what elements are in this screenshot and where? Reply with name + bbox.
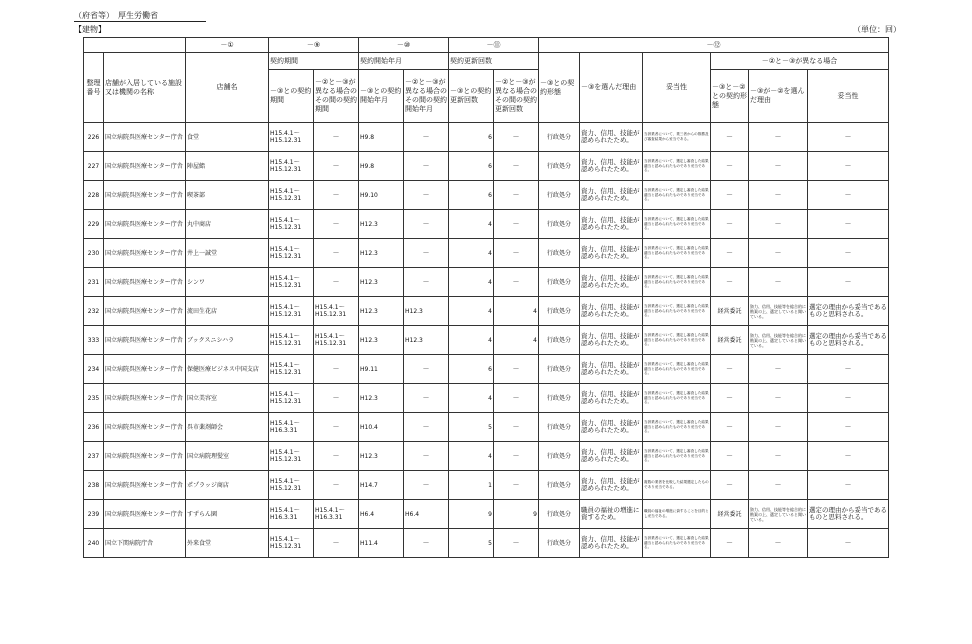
renewal-count-2: 4 xyxy=(494,326,539,355)
col-contract-form: －③との契約形態 xyxy=(539,53,580,123)
contract-term-2: H15.4.1～H15.12.31 xyxy=(314,297,359,326)
category-label: 【建物】 xyxy=(74,25,106,34)
validity-note: 当該業者について、選定し審査した結果適当と認められたものであり妥当である。 xyxy=(643,152,711,181)
row-number: 230 xyxy=(84,239,104,268)
contract-form: 行政処分 xyxy=(539,413,580,442)
start-month-2: H6.4 xyxy=(404,500,449,529)
contract-form: 行政処分 xyxy=(539,442,580,471)
store-name: 陣屋鮨 xyxy=(186,152,269,181)
start-month-2: － xyxy=(404,471,449,500)
col-start-a: －③との契約開始年月 xyxy=(359,70,404,123)
selection-reason-2: － xyxy=(749,123,808,152)
renewal-count-2: － xyxy=(494,152,539,181)
contract-term: H15.4.1～H15.12.31 xyxy=(269,355,314,384)
col-renew-a: －③との契約更新回数 xyxy=(449,70,494,123)
contract-form-2: 経営委託 xyxy=(711,297,749,326)
start-month: H9.8 xyxy=(359,123,404,152)
store-name: ポプラッジ商店 xyxy=(186,471,269,500)
selection-reason-2: － xyxy=(749,268,808,297)
table-row xyxy=(84,152,889,181)
col-group-10: －⑩ xyxy=(359,38,449,53)
selection-reason: 資力、信用、技能が認められたため。 xyxy=(580,355,643,384)
contract-term: H15.4.1～H15.12.31 xyxy=(269,442,314,471)
contract-term-2: － xyxy=(314,442,359,471)
contract-term-2: H15.4.1～H15.12.31 xyxy=(314,326,359,355)
selection-reason-2: － xyxy=(749,413,808,442)
store-name: 丸中商店 xyxy=(186,210,269,239)
renewal-count: 5 xyxy=(449,413,494,442)
contract-term: H15.4.1～H15.12.31 xyxy=(269,123,314,152)
start-month: H12.3 xyxy=(359,384,404,413)
start-month: H12.3 xyxy=(359,326,404,355)
renewal-count: 4 xyxy=(449,268,494,297)
validity-note-2: － xyxy=(808,123,889,152)
renewal-count-2: － xyxy=(494,239,539,268)
contract-form-2: － xyxy=(711,413,749,442)
selection-reason-2: 資力、信用、技能等を総合的に勘案の上、選定していると聞いている。 xyxy=(749,297,808,326)
validity-note-2: － xyxy=(808,355,889,384)
contract-form: 行政処分 xyxy=(539,239,580,268)
selection-reason: 資力、信用、技能が認められたため。 xyxy=(580,181,643,210)
col-term-b: －②と－③が異なる場合のその間の契約期間 xyxy=(314,70,359,123)
table-row xyxy=(84,210,889,239)
facility-name: 国立病院呉医療センター庁舎 xyxy=(104,326,186,355)
table-row xyxy=(84,413,889,442)
contract-form: 行政処分 xyxy=(539,326,580,355)
renewal-count-2: 9 xyxy=(494,500,539,529)
validity-note: 当該業者について、選定し審査した結果適当と認められたものであり妥当である。 xyxy=(643,326,711,355)
col-start-b: －②と－③が異なる場合のその間の契約開始年月 xyxy=(404,70,449,123)
facility-name: 国立病院呉医療センター庁舎 xyxy=(104,123,186,152)
store-name: 呉市薬剤師会 xyxy=(186,413,269,442)
selection-reason-2: － xyxy=(749,152,808,181)
validity-note: 当該業者について、選定し審査した結果適当と認められたものであり妥当である。 xyxy=(643,442,711,471)
renewal-count: 4 xyxy=(449,210,494,239)
selection-reason: 資力、信用、技能が認められたため。 xyxy=(580,471,643,500)
selection-reason: 資力、信用、技能が認められたため。 xyxy=(580,210,643,239)
facility-name: 国立病院呉医療センター庁舎 xyxy=(104,384,186,413)
row-number: 226 xyxy=(84,123,104,152)
renewal-count-2: － xyxy=(494,355,539,384)
selection-reason: 資力、信用、技能が認められたため。 xyxy=(580,413,643,442)
contract-term-2: － xyxy=(314,123,359,152)
col-validity: 妥当性 xyxy=(643,53,711,123)
contract-term: H15.4.1～H15.12.31 xyxy=(269,471,314,500)
contract-form: 行政処分 xyxy=(539,471,580,500)
start-month-2: H12.3 xyxy=(404,326,449,355)
contract-form: 行政処分 xyxy=(539,210,580,239)
contract-term: H15.4.1～H15.12.31 xyxy=(269,326,314,355)
start-month: H6.4 xyxy=(359,500,404,529)
contract-term: H15.4.1～H15.12.31 xyxy=(269,384,314,413)
facility-name: 国立病院呉医療センター庁舎 xyxy=(104,413,186,442)
contract-term: H15.4.1～H15.12.31 xyxy=(269,297,314,326)
table-row xyxy=(84,471,889,500)
selection-reason: 資力、信用、技能が認められたため。 xyxy=(580,239,643,268)
contract-form: 行政処分 xyxy=(539,500,580,529)
facility-name: 国立病院呉医療センター庁舎 xyxy=(104,500,186,529)
facility-name: 国立病院呉医療センター庁舎 xyxy=(104,471,186,500)
selection-reason-2: － xyxy=(749,384,808,413)
store-name: 保健医療ビジネス中国支店 xyxy=(186,355,269,384)
renewal-count: 9 xyxy=(449,500,494,529)
facility-name: 国立病院呉医療センター庁舎 xyxy=(104,239,186,268)
renewal-count: 1 xyxy=(449,471,494,500)
renewal-count: 6 xyxy=(449,152,494,181)
selection-reason: 資力、信用、技能が認められたため。 xyxy=(580,123,643,152)
validity-note: 職員の福祉の増進に資することを目的とし妥当である。 xyxy=(643,500,711,529)
table-row xyxy=(84,239,889,268)
table-body xyxy=(84,123,889,558)
validity-note-2: － xyxy=(808,471,889,500)
store-name: 井上一誠堂 xyxy=(186,239,269,268)
contract-form-2: － xyxy=(711,529,749,558)
validity-note: 当該業者について、選定し審査した結果適当と認められたものであり妥当である。 xyxy=(643,297,711,326)
renewal-count: 6 xyxy=(449,355,494,384)
selection-reason-2: 資力、信用、技能等を総合的に勘案の上、選定していると聞いている。 xyxy=(749,500,808,529)
validity-note: 当該業者について、選定し審査した結果適当と認められたものであり妥当である。 xyxy=(643,413,711,442)
start-month: H12.3 xyxy=(359,239,404,268)
table-row xyxy=(84,297,889,326)
col-group-12: －⑫ xyxy=(539,38,889,53)
contract-form: 行政処分 xyxy=(539,123,580,152)
contract-form: 行政処分 xyxy=(539,181,580,210)
contract-term-2: H15.4.1～H16.3.31 xyxy=(314,500,359,529)
store-name: シンワ xyxy=(186,268,269,297)
renewal-count-2: － xyxy=(494,413,539,442)
renewal-count: 4 xyxy=(449,442,494,471)
contract-term-2: － xyxy=(314,181,359,210)
facility-name: 国立病院呉医療センター庁舎 xyxy=(104,442,186,471)
contract-term-2: － xyxy=(314,529,359,558)
row-number: 227 xyxy=(84,152,104,181)
renewal-count-2: － xyxy=(494,529,539,558)
renewal-count-2: － xyxy=(494,210,539,239)
table-row xyxy=(84,355,889,384)
start-month-2: － xyxy=(404,239,449,268)
validity-note: 複数の業者を比較した結果選定したものであり妥当である。 xyxy=(643,471,711,500)
row-number: 333 xyxy=(84,326,104,355)
col-group-1: －① xyxy=(186,38,269,53)
contract-form-2: 経営委託 xyxy=(711,500,749,529)
row-number: 228 xyxy=(84,181,104,210)
ministry-label: （府省等） 厚生労働省 xyxy=(74,11,206,22)
contract-form-2: － xyxy=(711,123,749,152)
selection-reason: 資力、信用、技能が認められたため。 xyxy=(580,529,643,558)
contract-form-2: － xyxy=(711,181,749,210)
contract-form: 行政処分 xyxy=(539,384,580,413)
contract-form-2: － xyxy=(711,471,749,500)
start-month: H12.3 xyxy=(359,210,404,239)
contract-term: H15.4.1～H16.3.31 xyxy=(269,500,314,529)
col-term-a: －③との契約期間 xyxy=(269,70,314,123)
col-renewals: 契約更新回数 xyxy=(449,53,539,70)
renewal-count: 4 xyxy=(449,326,494,355)
facility-name: 国立病院呉医療センター庁舎 xyxy=(104,355,186,384)
selection-reason-2: － xyxy=(749,471,808,500)
renewal-count-2: － xyxy=(494,384,539,413)
selection-reason-2: 資力、信用、技能等を総合的に勘案の上、選定していると聞いている。 xyxy=(749,326,808,355)
selection-reason: 資力、信用、技能が認められたため。 xyxy=(580,384,643,413)
col-reason: －③を選んだ理由 xyxy=(580,53,643,123)
col-renew-b: －②と－③が異なる場合のその間の契約更新回数 xyxy=(494,70,539,123)
col-seq: 整理番号 xyxy=(84,53,104,123)
validity-note: 当該業者について、選定し審査した結果適当と認められたものであり妥当である。 xyxy=(643,181,711,210)
start-month-2: － xyxy=(404,384,449,413)
start-month: H14.7 xyxy=(359,471,404,500)
start-month: H12.3 xyxy=(359,442,404,471)
selection-reason-2: － xyxy=(749,239,808,268)
start-month: H12.3 xyxy=(359,268,404,297)
facility-name: 国立病院呉医療センター庁舎 xyxy=(104,297,186,326)
contract-form-2: － xyxy=(711,210,749,239)
contract-form: 行政処分 xyxy=(539,268,580,297)
validity-note-2: － xyxy=(808,152,889,181)
start-month: H9.8 xyxy=(359,152,404,181)
selection-reason: 資力、信用、技能が認められたため。 xyxy=(580,268,643,297)
selection-reason-2: － xyxy=(749,529,808,558)
validity-note-2: － xyxy=(808,384,889,413)
row-number: 239 xyxy=(84,500,104,529)
validity-note: 当該業者について、選定し審査した結果適当と認められたものであり妥当である。 xyxy=(643,355,711,384)
col-validity-b: 妥当性 xyxy=(808,70,889,123)
facility-name: 国立下関病院庁舎 xyxy=(104,529,186,558)
renewal-count-2: － xyxy=(494,181,539,210)
table-row xyxy=(84,123,889,152)
facility-name: 国立病院呉医療センター庁舎 xyxy=(104,268,186,297)
unit-label: （単位：回） xyxy=(853,25,901,34)
renewal-count-2: － xyxy=(494,471,539,500)
renewal-count: 6 xyxy=(449,181,494,210)
validity-note: 当該業者について、業三者からの推薦及び審査結果から妥当である。 xyxy=(643,123,711,152)
renewal-count-2: － xyxy=(494,268,539,297)
validity-note: 当該業者について、選定し審査した結果適当と認められたものであり妥当である。 xyxy=(643,384,711,413)
start-month-2: － xyxy=(404,152,449,181)
validity-note-2: － xyxy=(808,268,889,297)
facility-name: 国立病院呉医療センター庁舎 xyxy=(104,210,186,239)
selection-reason: 資力、信用、技能が認められたため。 xyxy=(580,152,643,181)
contract-form: 行政処分 xyxy=(539,297,580,326)
row-number: 234 xyxy=(84,355,104,384)
start-month: H10.4 xyxy=(359,413,404,442)
selection-reason-2: － xyxy=(749,355,808,384)
contract-form-2: － xyxy=(711,239,749,268)
renewal-count: 4 xyxy=(449,239,494,268)
validity-note-2: － xyxy=(808,529,889,558)
contract-term-2: － xyxy=(314,268,359,297)
store-name: 食堂 xyxy=(186,123,269,152)
validity-note-2: 選定の理由から妥当であるものと思料される。 xyxy=(808,500,889,529)
table-row xyxy=(84,442,889,471)
row-number: 240 xyxy=(84,529,104,558)
contract-form: 行政処分 xyxy=(539,152,580,181)
contract-term: H15.4.1～H15.12.31 xyxy=(269,152,314,181)
contract-form-2: － xyxy=(711,152,749,181)
start-month-2: － xyxy=(404,123,449,152)
selection-reason: 職員の福祉の増進に資するため。 xyxy=(580,500,643,529)
col-differ-group: －②と－③が異なる場合 xyxy=(711,53,889,70)
contract-form-2: － xyxy=(711,355,749,384)
renewal-count-2: 4 xyxy=(494,297,539,326)
contract-term-2: － xyxy=(314,210,359,239)
start-month-2: － xyxy=(404,268,449,297)
row-number: 238 xyxy=(84,471,104,500)
selection-reason: 資力、信用、技能が認められたため。 xyxy=(580,326,643,355)
col-group-9: －⑨ xyxy=(269,38,359,53)
contract-term: H15.4.1～H15.12.31 xyxy=(269,529,314,558)
validity-note-2: － xyxy=(808,181,889,210)
renewal-count-2: － xyxy=(494,442,539,471)
col-group-11: －⑪ xyxy=(449,38,539,53)
store-name: ブックスニシハラ xyxy=(186,326,269,355)
selection-reason-2: － xyxy=(749,442,808,471)
start-month-2: － xyxy=(404,355,449,384)
contract-term: H15.4.1～H16.3.31 xyxy=(269,413,314,442)
table-row xyxy=(84,326,889,355)
contract-term: H15.4.1～H15.12.31 xyxy=(269,210,314,239)
start-month: H12.3 xyxy=(359,297,404,326)
store-name: 国立病院理髪室 xyxy=(186,442,269,471)
table-row xyxy=(84,500,889,529)
store-name: すずらん園 xyxy=(186,500,269,529)
contract-term: H15.4.1～H15.12.31 xyxy=(269,268,314,297)
renewal-count: 4 xyxy=(449,384,494,413)
row-number: 236 xyxy=(84,413,104,442)
start-month: H9.11 xyxy=(359,355,404,384)
renewal-count-2: － xyxy=(494,123,539,152)
store-name: 外来食堂 xyxy=(186,529,269,558)
header-row-2 xyxy=(84,53,889,70)
selection-reason-2: － xyxy=(749,181,808,210)
validity-note-2: － xyxy=(808,413,889,442)
validity-note: 当該業者について、選定し審査した結果適当と認められたものであり妥当である。 xyxy=(643,239,711,268)
contract-table xyxy=(83,37,889,558)
col-facility: 店舗が入居している施設又は機関の名称 xyxy=(104,53,186,123)
col-contract-start: 契約開始年月 xyxy=(359,53,449,70)
col-contract-period: 契約期間 xyxy=(269,53,359,70)
validity-note-2: 選定の理由から妥当であるものと思料される。 xyxy=(808,297,889,326)
col-form-b: －③と－②との契約形態 xyxy=(711,70,749,123)
validity-note: 当該業者について、選定し審査した結果適当と認められたものであり妥当である。 xyxy=(643,210,711,239)
start-month: H11.4 xyxy=(359,529,404,558)
renewal-count: 4 xyxy=(449,297,494,326)
validity-note-2: 選定の理由から妥当であるものと思料される。 xyxy=(808,326,889,355)
facility-name: 国立病院呉医療センター庁舎 xyxy=(104,181,186,210)
header-row-1 xyxy=(84,38,889,53)
contract-term-2: － xyxy=(314,152,359,181)
col-reason-b: －③が－②を選んだ理由 xyxy=(749,70,808,123)
contract-term-2: － xyxy=(314,355,359,384)
contract-form-2: － xyxy=(711,268,749,297)
selection-reason: 資力、信用、技能が認められたため。 xyxy=(580,442,643,471)
contract-term-2: － xyxy=(314,384,359,413)
row-number: 231 xyxy=(84,268,104,297)
renewal-count: 5 xyxy=(449,529,494,558)
start-month-2: － xyxy=(404,210,449,239)
contract-form-2: 経営委託 xyxy=(711,326,749,355)
contract-term: H15.4.1～H15.12.31 xyxy=(269,181,314,210)
start-month-2: H12.3 xyxy=(404,297,449,326)
facility-name: 国立病院呉医療センター庁舎 xyxy=(104,152,186,181)
contract-term-2: － xyxy=(314,471,359,500)
start-month-2: － xyxy=(404,413,449,442)
selection-reason-2: － xyxy=(749,210,808,239)
row-number: 237 xyxy=(84,442,104,471)
contract-form-2: － xyxy=(711,384,749,413)
contract-form-2: － xyxy=(711,442,749,471)
col-store: 店舗名 xyxy=(186,53,269,123)
validity-note-2: － xyxy=(808,442,889,471)
table-row xyxy=(84,268,889,297)
row-number: 235 xyxy=(84,384,104,413)
renewal-count: 6 xyxy=(449,123,494,152)
contract-term-2: － xyxy=(314,239,359,268)
store-name: 喫茶部 xyxy=(186,181,269,210)
start-month-2: － xyxy=(404,181,449,210)
contract-term-2: － xyxy=(314,413,359,442)
store-name: 国立美容室 xyxy=(186,384,269,413)
start-month-2: － xyxy=(404,529,449,558)
table-row xyxy=(84,529,889,558)
start-month-2: － xyxy=(404,442,449,471)
table-row xyxy=(84,384,889,413)
table-row xyxy=(84,181,889,210)
validity-note-2: － xyxy=(808,239,889,268)
validity-note: 当該業者について、選定し審査した結果適当と認められたものであり妥当である。 xyxy=(643,529,711,558)
contract-form: 行政処分 xyxy=(539,355,580,384)
store-name: 流田生花店 xyxy=(186,297,269,326)
selection-reason: 資力、信用、技能が認められたため。 xyxy=(580,297,643,326)
start-month: H9.10 xyxy=(359,181,404,210)
contract-form: 行政処分 xyxy=(539,529,580,558)
validity-note: 当該業者について、選定し審査した結果適当と認められたものであり妥当である。 xyxy=(643,268,711,297)
contract-term: H15.4.1～H15.12.31 xyxy=(269,239,314,268)
row-number: 229 xyxy=(84,210,104,239)
row-number: 232 xyxy=(84,297,104,326)
validity-note-2: － xyxy=(808,210,889,239)
